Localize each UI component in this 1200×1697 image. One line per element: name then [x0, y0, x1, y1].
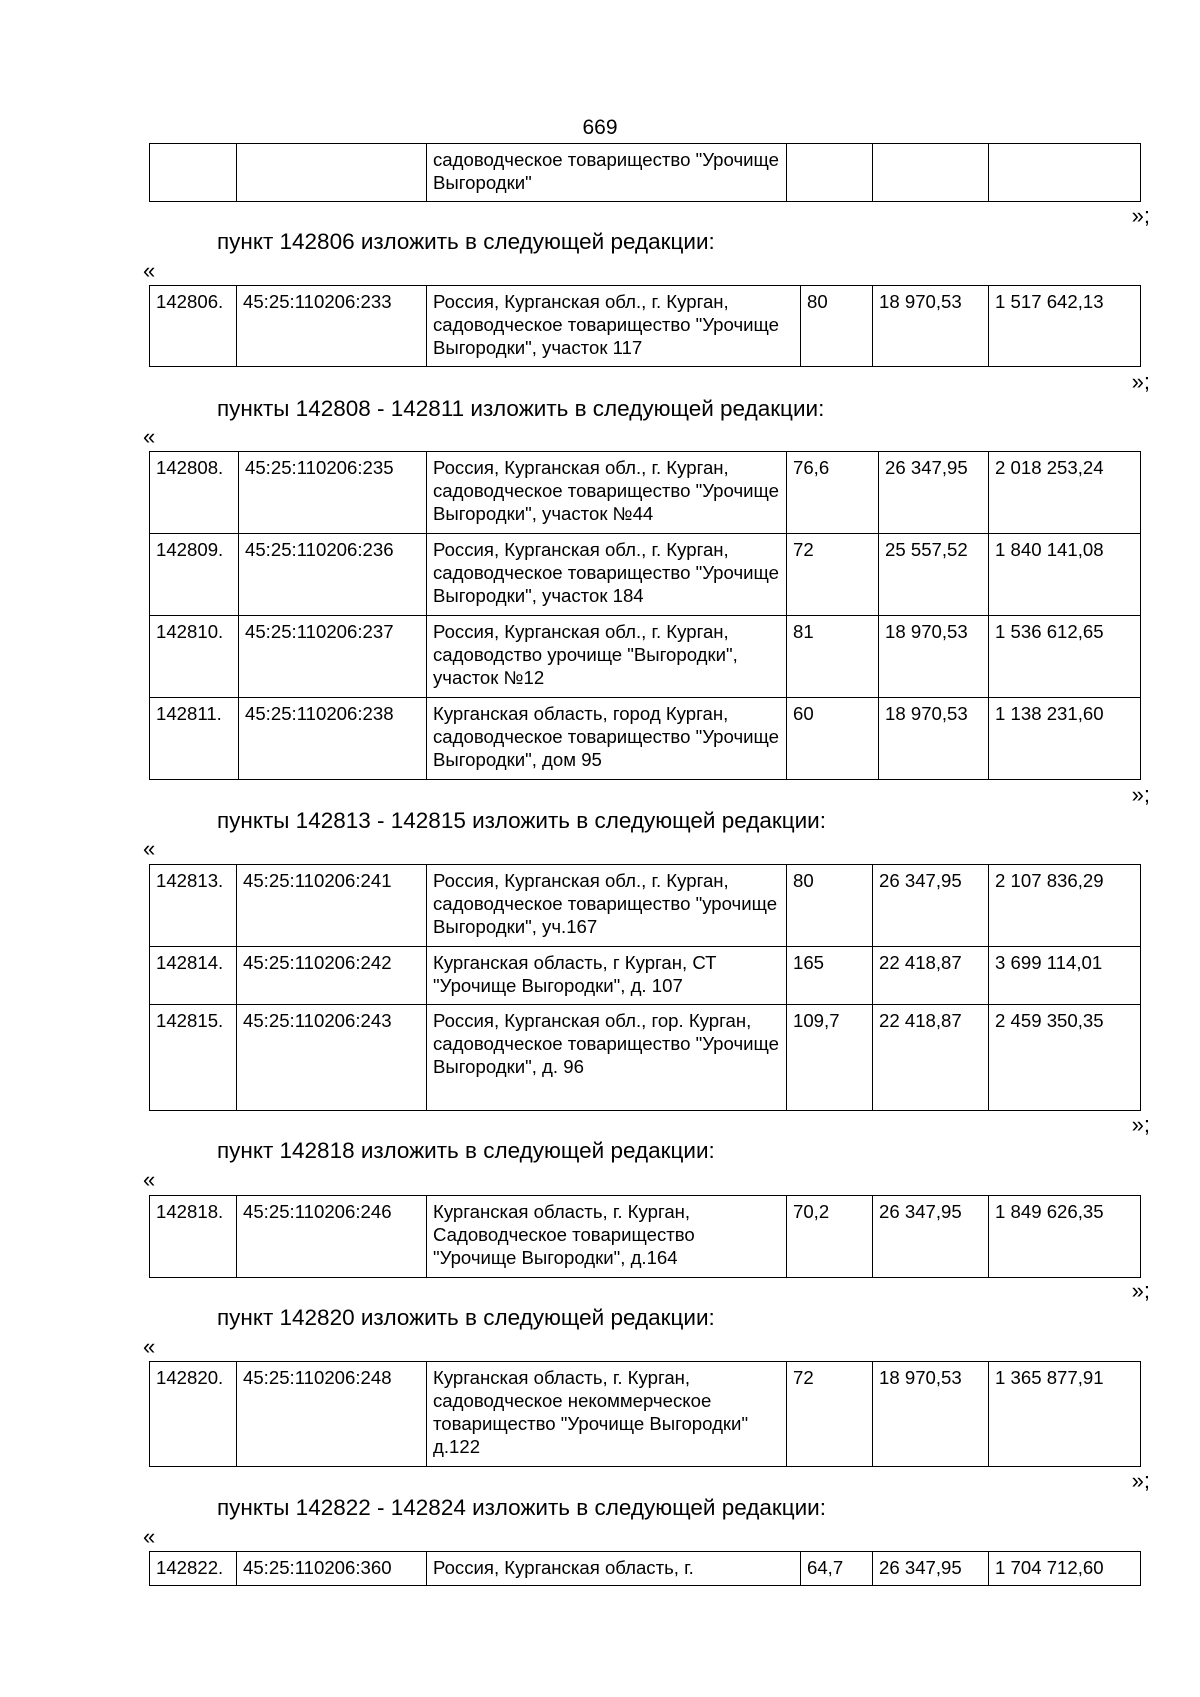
- cell-value: 1 517 642,13: [989, 286, 1141, 367]
- cell-address: Россия, Курганская обл., г. Курган, садоводческое товарищество "урочище Выгородки", уч.167: [427, 865, 787, 947]
- section-heading: пункт 142818 изложить в следующей редакции:: [217, 1138, 715, 1163]
- cell-cadastral: 45:25:110206:233: [237, 286, 427, 367]
- table-row: [150, 865, 1141, 947]
- opening-quote: «: [143, 1167, 156, 1192]
- cell-address: Россия, Курганская область, г.: [427, 1552, 801, 1586]
- cell-price: 18 970,53: [873, 1362, 989, 1467]
- cell-num: 142820.: [150, 1362, 237, 1467]
- cell-cadastral: 45:25:110206:248: [237, 1362, 427, 1467]
- cell-num: 142813.: [150, 865, 237, 947]
- cell-num: 142806.: [150, 286, 237, 367]
- cell-cadastral: 45:25:110206:238: [239, 698, 427, 780]
- cell-value: 1 849 626,35: [989, 1196, 1141, 1278]
- cell-area: 70,2: [787, 1196, 873, 1278]
- table-row: [150, 534, 1141, 616]
- opening-quote: «: [143, 424, 156, 449]
- table-row: [150, 286, 1141, 367]
- cell-address: Россия, Курганская обл., г. Курган, садоводческое товарищество "Урочище Выгородки", участок 184: [427, 534, 787, 616]
- cell-area: 60: [787, 698, 879, 780]
- cell-area: 109,7: [787, 1005, 873, 1111]
- cell-area: 165: [787, 947, 873, 1005]
- cell-address: Курганская область, г Курган, СТ "Урочище Выгородки", д. 107: [427, 947, 787, 1005]
- cell-area: 76,6: [787, 452, 879, 534]
- cell-value: 1 138 231,60: [989, 698, 1141, 780]
- cell-price: 26 347,95: [873, 1196, 989, 1278]
- cell-price: 26 347,95: [873, 865, 989, 947]
- cell-value: 1 840 141,08: [989, 534, 1141, 616]
- table-row: [150, 452, 1141, 534]
- cell-cadastral: 45:25:110206:236: [239, 534, 427, 616]
- cell-cadastral: 45:25:110206:237: [239, 616, 427, 698]
- cell-value: 1 536 612,65: [989, 616, 1141, 698]
- cell-price: [873, 144, 989, 202]
- section-heading: пункты 142808 - 142811 изложить в следующей редакции:: [217, 396, 825, 421]
- amendment-table: [149, 1195, 1141, 1278]
- cell-value: 1 365 877,91: [989, 1362, 1141, 1467]
- cell-value: 2 459 350,35: [989, 1005, 1141, 1111]
- cell-value: 3 699 114,01: [989, 947, 1141, 1005]
- closing-quote: »;: [1131, 782, 1150, 807]
- section-heading: пункт 142806 изложить в следующей редакции:: [217, 229, 715, 254]
- cell-price: 25 557,52: [879, 534, 989, 616]
- cell-price: 18 970,53: [873, 286, 989, 367]
- cell-value: 1 704 712,60: [989, 1552, 1141, 1586]
- table-row: [150, 144, 1141, 202]
- cell-price: 22 418,87: [873, 947, 989, 1005]
- cell-address: Россия, Курганская обл., гор. Курган, садоводческое товарищество "Урочище Выгородки", д. 96: [427, 1005, 787, 1111]
- amendment-table: [149, 864, 1141, 1111]
- cell-value: 2 018 253,24: [989, 452, 1141, 534]
- cell-price: 18 970,53: [879, 616, 989, 698]
- cell-address: Курганская область, г. Курган, Садоводческое товарищество "Урочище Выгородки", д.164: [427, 1196, 787, 1278]
- cell-num: 142811.: [150, 698, 239, 780]
- cell-cadastral: [237, 144, 427, 202]
- opening-quote: «: [143, 1524, 156, 1549]
- section-heading: пункт 142820 изложить в следующей редакции:: [217, 1305, 715, 1330]
- opening-quote: «: [143, 1334, 156, 1359]
- cell-value: 2 107 836,29: [989, 865, 1141, 947]
- closing-quote: »;: [1131, 369, 1150, 394]
- cell-price: 26 347,95: [879, 452, 989, 534]
- table-row: [150, 1552, 1141, 1586]
- table-row: [150, 698, 1141, 780]
- cell-num: 142808.: [150, 452, 239, 534]
- cell-address: садоводческое товарищество "Урочище Выгородки": [427, 144, 787, 202]
- cell-num: 142809.: [150, 534, 239, 616]
- cell-price: 22 418,87: [873, 1005, 989, 1111]
- cell-price: 26 347,95: [873, 1552, 989, 1586]
- closing-quote: »;: [1131, 1468, 1150, 1493]
- cell-cadastral: 45:25:110206:235: [239, 452, 427, 534]
- cell-address: Россия, Курганская обл., г. Курган, садоводческое товарищество "Урочище Выгородки", участок 117: [427, 286, 801, 367]
- cell-address: Россия, Курганская обл., г. Курган, садоводство урочище "Выгородки", участок №12: [427, 616, 787, 698]
- section-heading: пункты 142813 - 142815 изложить в следующей редакции:: [217, 808, 827, 833]
- section-heading: пункты 142822 - 142824 изложить в следующей редакции:: [217, 1495, 827, 1520]
- closing-quote: »;: [1131, 203, 1150, 228]
- amendment-table: [149, 285, 1141, 367]
- cell-area: [787, 144, 873, 202]
- cell-num: [150, 144, 237, 202]
- cell-num: 142822.: [150, 1552, 237, 1586]
- closing-quote: »;: [1131, 1278, 1150, 1303]
- cell-cadastral: 45:25:110206:241: [237, 865, 427, 947]
- amendment-table: [149, 1361, 1141, 1467]
- cell-num: 142818.: [150, 1196, 237, 1278]
- cell-cadastral: 45:25:110206:242: [237, 947, 427, 1005]
- table-row: [150, 1005, 1141, 1111]
- table-row: [150, 1196, 1141, 1278]
- amendment-table: [149, 1551, 1141, 1586]
- cell-address: Курганская область, г. Курган, садоводческое некоммерческое товарищество "Урочище Выгородки" д.122: [427, 1362, 787, 1467]
- cell-area: 72: [787, 1362, 873, 1467]
- table-row: [150, 947, 1141, 1005]
- cell-area: 72: [787, 534, 879, 616]
- cell-area: 80: [787, 865, 873, 947]
- table-row: [150, 616, 1141, 698]
- cell-cadastral: 45:25:110206:243: [237, 1005, 427, 1111]
- cell-address: Курганская область, город Курган, садоводческое товарищество "Урочище Выгородки", дом 95: [427, 698, 787, 780]
- cell-address: Россия, Курганская обл., г. Курган, садоводческое товарищество "Урочище Выгородки", участок №44: [427, 452, 787, 534]
- cell-cadastral: 45:25:110206:246: [237, 1196, 427, 1278]
- closing-quote: »;: [1131, 1112, 1150, 1137]
- cell-price: 18 970,53: [879, 698, 989, 780]
- cell-area: 80: [801, 286, 873, 367]
- page-number: 669: [582, 116, 618, 139]
- cell-area: 81: [787, 616, 879, 698]
- table-row: [150, 1362, 1141, 1467]
- cell-num: 142815.: [150, 1005, 237, 1111]
- opening-quote: «: [143, 836, 156, 861]
- continuation-table: [149, 143, 1141, 202]
- cell-area: 64,7: [801, 1552, 873, 1586]
- opening-quote: «: [143, 258, 156, 283]
- amendment-table: [149, 451, 1141, 780]
- cell-num: 142814.: [150, 947, 237, 1005]
- cell-cadastral: 45:25:110206:360: [237, 1552, 427, 1586]
- cell-num: 142810.: [150, 616, 239, 698]
- cell-value: [989, 144, 1141, 202]
